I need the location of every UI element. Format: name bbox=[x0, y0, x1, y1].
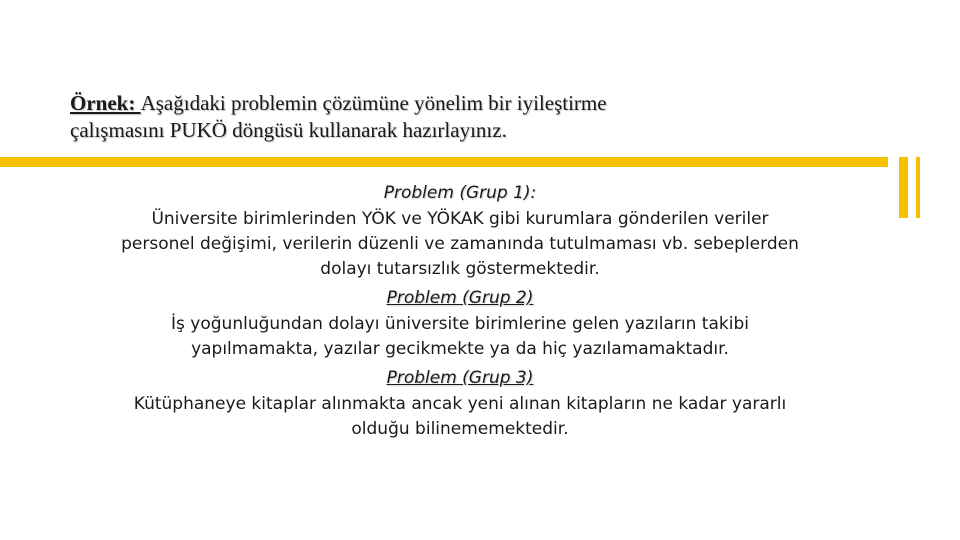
problem-3-text bbox=[60, 392, 860, 442]
problem-2-text bbox=[60, 312, 860, 362]
problem-3-line: Kütüphaneye kitaplar alınmakta ancak yeni alınan kitapların ne kadar yararlı bbox=[133, 394, 787, 414]
problem-3-line: olduğu bilinememektedir. bbox=[351, 419, 569, 439]
slide-title bbox=[70, 90, 890, 144]
problem-2-line: İş yoğunluğundan dolayı üniversite birimlerine gelen yazıların takibi bbox=[171, 314, 749, 334]
problem-1-line: Üniversite birimlerinden YÖK ve YÖKAK gibi kurumlara gönderilen veriler bbox=[151, 209, 769, 229]
problem-1-text bbox=[60, 207, 860, 282]
problem-2-heading: Problem (Grup 2) bbox=[386, 288, 534, 308]
accent-rule bbox=[0, 157, 888, 167]
accent-bar-2 bbox=[916, 157, 920, 218]
problem-1-line: dolayı tutarsızlık göstermektedir. bbox=[320, 259, 600, 279]
problem-1-heading: Problem (Grup 1): bbox=[383, 183, 537, 203]
title-line-2: çalışmasını PUKÖ döngüsü kullanarak hazırlayınız. bbox=[70, 118, 507, 142]
title-lead: Örnek: bbox=[70, 91, 141, 115]
problem-2-line: yapılmamakta, yazılar gecikmekte ya da hiç yazılamamaktadır. bbox=[191, 339, 729, 359]
accent-bar-1 bbox=[899, 157, 908, 218]
title-rest: Aşağıdaki problemin çözümüne yönelim bir iyileştirme bbox=[140, 91, 607, 115]
problems-section bbox=[60, 181, 860, 446]
title-line-1 bbox=[70, 90, 890, 117]
problem-1-line: personel değişimi, verilerin düzenli ve zamanında tutulmaması vb. sebeplerden bbox=[121, 234, 799, 254]
problem-3-heading: Problem (Grup 3) bbox=[386, 368, 534, 388]
